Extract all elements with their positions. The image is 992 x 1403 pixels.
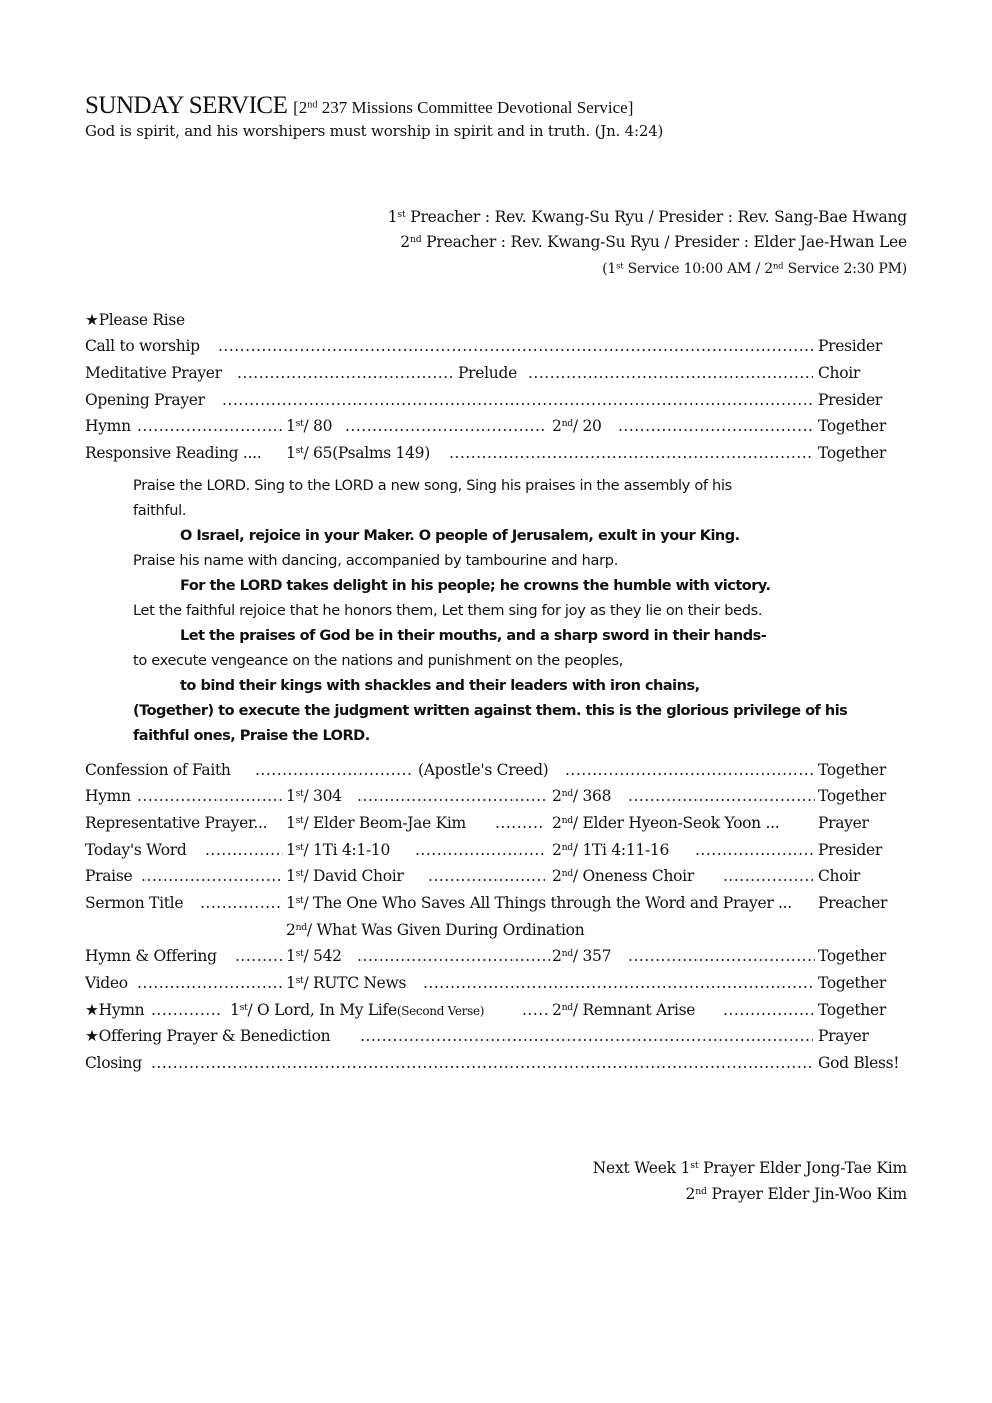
dot-leader	[222, 388, 813, 412]
page-title	[85, 92, 633, 120]
item-mid: (Apostle's Creed)	[418, 761, 549, 779]
second-service: 2nd/ What Was Given During Ordination	[286, 921, 585, 939]
dot-leader	[522, 998, 550, 1022]
order-row-todays-word	[85, 838, 907, 862]
reading-line-response: Let the praises of God be in their mouths, and a sharp sword in their hands-	[180, 628, 767, 644]
dot-leader	[237, 361, 452, 385]
reading-line: Let the faithful rejoice that he honors them, Let them sing for joy as they lie on their beds.	[133, 603, 763, 619]
item-label: ★Offering Prayer & Benediction	[85, 1027, 331, 1045]
officiants-line-2: 2nd Preacher : Rev. Kwang-Su Ryu / Presider : Elder Jae-Hwan Lee	[400, 233, 907, 251]
subtitle: [2nd 237 Missions Committee Devotional Service]	[293, 98, 634, 117]
item-mid: Prelude	[458, 364, 517, 382]
dot-leader	[137, 971, 282, 995]
item-label: Video	[85, 974, 128, 992]
second-service: 2nd/ 357	[552, 947, 612, 965]
dot-leader	[528, 361, 813, 385]
please-rise: ★Please Rise	[85, 311, 185, 329]
dot-leader	[628, 944, 815, 968]
dot-leader	[495, 811, 545, 835]
dot-leader	[345, 414, 545, 438]
order-row-sermon-title-2	[85, 918, 907, 942]
officiants-line-1: 1st Preacher : Rev. Kwang-Su Ryu / Presider : Rev. Sang-Bae Hwang	[387, 208, 907, 226]
item-label: Confession of Faith	[85, 761, 231, 779]
item-leader: Together	[818, 761, 886, 779]
item-label: Hymn & Offering	[85, 947, 217, 965]
dot-leader	[137, 784, 282, 808]
service-times: (1st Service 10:00 AM / 2nd Service 2:30 PM)	[602, 260, 907, 277]
item-label: Meditative Prayer	[85, 364, 222, 382]
item-leader: Together	[818, 1001, 886, 1019]
order-row-hymn-1	[85, 414, 907, 438]
reading-line-together: (Together) to execute the judgment written against them. this is the glorious privilege of his	[133, 703, 848, 719]
reading-line-response: For the LORD takes delight in his people; he crowns the humble with victory.	[180, 578, 771, 594]
item-leader: Together	[818, 444, 886, 462]
dot-leader	[423, 971, 815, 995]
first-service: 1st/ 542	[286, 947, 342, 965]
item-leader: Prayer	[818, 814, 869, 832]
dot-leader	[695, 838, 813, 862]
next-week-line-1: Next Week 1st Prayer Elder Jong-Tae Kim	[592, 1159, 907, 1177]
dot-leader	[357, 944, 550, 968]
dot-leader	[449, 441, 813, 465]
first-service: 1st/ 304	[286, 787, 342, 805]
item-leader: Together	[818, 974, 886, 992]
dot-leader	[360, 1024, 813, 1048]
order-row-closing	[85, 1051, 907, 1075]
first-service: 1st/ David Choir	[286, 867, 404, 885]
item-leader: Choir	[818, 364, 861, 382]
first-service: 1st/ Elder Beom-Jae Kim	[286, 814, 466, 832]
reading-line: Praise the LORD. Sing to the LORD a new song, Sing his praises in the assembly of his	[133, 478, 732, 494]
item-leader: Choir	[818, 867, 861, 885]
next-week-line-2: 2nd Prayer Elder Jin-Woo Kim	[685, 1185, 907, 1203]
item-label: Praise	[85, 867, 133, 885]
item-leader: Together	[818, 787, 886, 805]
reading-line: to execute vengeance on the nations and punishment on the peoples,	[133, 653, 624, 669]
reading-line: Praise his name with dancing, accompanied by tambourine and harp.	[133, 553, 618, 569]
order-row-video	[85, 971, 907, 995]
item-label: Responsive Reading ....	[85, 444, 262, 462]
dot-leader	[415, 838, 545, 862]
order-row-representative-prayer	[85, 811, 907, 835]
order-row-meditative-prayer	[85, 361, 907, 385]
item-label: Closing	[85, 1054, 142, 1072]
item-label: ★Hymn	[85, 1001, 145, 1019]
first-service: 1st/ RUTC News	[286, 974, 407, 992]
dot-leader	[151, 1051, 813, 1075]
item-label: Opening Prayer	[85, 391, 205, 409]
second-service: 2nd/ 368	[552, 787, 612, 805]
order-row-responsive-reading	[85, 441, 907, 465]
dot-leader	[255, 758, 413, 782]
item-leader: Preacher	[818, 894, 888, 912]
reading-line-together: faithful ones, Praise the LORD.	[133, 728, 370, 744]
dot-leader	[200, 891, 282, 915]
item-leader: Together	[818, 947, 886, 965]
reading-line: faithful.	[133, 503, 187, 519]
dot-leader	[218, 334, 813, 358]
dot-leader	[723, 998, 813, 1022]
item-leader: Prayer	[818, 1027, 869, 1045]
first-service: 1st/ The One Who Saves All Things through the Word and Prayer ...	[286, 894, 792, 912]
order-row-hymn-offering	[85, 944, 907, 968]
first-service: 1st/ O Lord, In My Life(Second Verse)	[230, 1001, 485, 1019]
order-row-call-to-worship	[85, 334, 907, 358]
dot-leader	[428, 864, 545, 888]
second-service: 2nd/ Remnant Arise	[552, 1001, 696, 1019]
second-service: 2nd/ Oneness Choir	[552, 867, 694, 885]
second-service: 2nd/ 1Ti 4:11-16	[552, 841, 670, 859]
second-service: 2nd/ 20	[552, 417, 602, 435]
item-label: Call to worship	[85, 337, 200, 355]
order-row-opening-prayer	[85, 388, 907, 412]
item-label: Hymn	[85, 417, 131, 435]
order-row-hymn-2	[85, 784, 907, 808]
item-label: Representative Prayer...	[85, 814, 268, 832]
order-row-offering-prayer	[85, 1024, 907, 1048]
order-row-hymn-3	[85, 998, 907, 1022]
item-leader: Presider	[818, 391, 883, 409]
first-service: 1st/ 80	[286, 417, 333, 435]
order-row-sermon-title	[85, 891, 907, 915]
item-leader: God Bless!	[818, 1054, 900, 1072]
title-text: SUNDAY SERVICE	[85, 92, 288, 119]
item-label: Hymn	[85, 787, 131, 805]
dot-leader	[357, 784, 545, 808]
dot-leader	[618, 414, 813, 438]
order-row-praise	[85, 864, 907, 888]
item-label: Today's Word	[85, 841, 187, 859]
dot-leader	[723, 864, 813, 888]
dot-leader	[151, 998, 223, 1022]
dot-leader	[235, 944, 283, 968]
item-leader: Presider	[818, 337, 883, 355]
item-leader: Presider	[818, 841, 883, 859]
dot-leader	[565, 758, 815, 782]
item-label: Sermon Title	[85, 894, 184, 912]
item-leader: Together	[818, 417, 886, 435]
order-row-confession	[85, 758, 907, 782]
reading-line-response: O Israel, rejoice in your Maker. O people of Jerusalem, exult in your King.	[180, 528, 740, 544]
theme-verse: God is spirit, and his worshipers must worship in spirit and in truth. (Jn. 4:24)	[85, 122, 664, 140]
dot-leader	[205, 838, 283, 862]
dot-leader	[141, 864, 283, 888]
dot-leader	[628, 784, 815, 808]
dot-leader	[137, 414, 282, 438]
reading-line-response: to bind their kings with shackles and their leaders with iron chains,	[180, 678, 700, 694]
first-service: 1st/ 65(Psalms 149)	[286, 444, 430, 462]
second-service: 2nd/ Elder Hyeon-Seok Yoon ...	[552, 814, 780, 832]
first-service: 1st/ 1Ti 4:1-10	[286, 841, 391, 859]
